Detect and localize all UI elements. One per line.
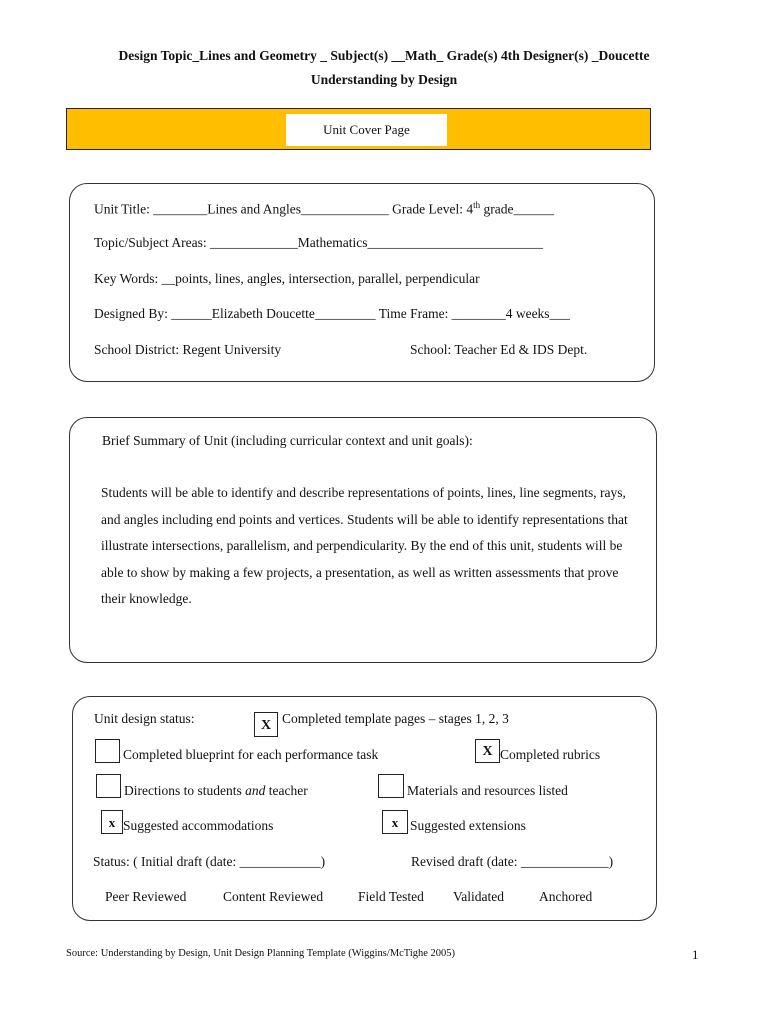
- document-header: Design Topic_Lines and Geometry _ Subject(s) __Math_ Grade(s) 4th Designer(s) _Doucette: [118, 48, 650, 63]
- peer-reviewed[interactable]: Peer Reviewed: [105, 889, 187, 904]
- school-district: School District: Regent University: [94, 342, 282, 357]
- blueprint-checkbox[interactable]: [95, 739, 120, 763]
- template-checkbox[interactable]: X: [254, 712, 278, 737]
- grade-superscript: th: [473, 200, 481, 210]
- page-number: 1: [692, 947, 699, 962]
- school-name: School: Teacher Ed & IDS Dept.: [410, 342, 588, 357]
- unit-title-text: Unit Title: ________Lines and Angles_____________ Grade Level: 4: [94, 201, 474, 217]
- revised-draft-line: Revised draft (date: _____________): [411, 854, 614, 869]
- field-tested[interactable]: Field Tested: [358, 889, 424, 904]
- directions-and: and: [245, 783, 266, 798]
- summary-box: [69, 417, 657, 663]
- rubrics-label: Completed rubrics: [500, 747, 601, 762]
- anchored[interactable]: Anchored: [539, 889, 593, 904]
- materials-checkbox[interactable]: [378, 774, 404, 798]
- banner-label: Unit Cover Page: [286, 114, 447, 146]
- directions-teacher: teacher: [265, 783, 308, 798]
- unit-info-box: [69, 183, 655, 382]
- summary-heading: Brief Summary of Unit (including curricular context and unit goals):: [102, 433, 473, 448]
- source-footer: Source: Understanding by Design, Unit Design Planning Template (Wiggins/McTighe 2005): [66, 948, 456, 959]
- status-label: Unit design status:: [94, 711, 195, 726]
- template-label: Completed template pages – stages 1, 2, 3: [282, 711, 509, 726]
- initial-draft-line: Status: ( Initial draft (date: ____________): [93, 854, 326, 869]
- designed-by-line: Designed By: ______Elizabeth Doucette_________ Time Frame: ________4 weeks___: [94, 306, 570, 321]
- directions-checkbox[interactable]: [96, 774, 121, 798]
- unit-title-line: [94, 200, 554, 218]
- rubrics-checkbox[interactable]: X: [475, 739, 500, 763]
- accommodations-label: Suggested accommodations: [123, 818, 274, 833]
- grade-level-text: grade______: [480, 201, 554, 217]
- materials-label: Materials and resources listed: [407, 783, 568, 798]
- unit-cover-banner: [66, 108, 651, 150]
- content-reviewed[interactable]: Content Reviewed: [223, 889, 324, 904]
- directions-label: [124, 783, 308, 799]
- keywords-line: Key Words: __points, lines, angles, intersection, parallel, perpendicular: [94, 271, 480, 286]
- directions-text: Directions to students: [124, 783, 246, 798]
- document-subtitle: Understanding by Design: [310, 72, 458, 87]
- topic-line: Topic/Subject Areas: _____________Mathematics__________________________: [94, 235, 544, 250]
- validated[interactable]: Validated: [453, 889, 504, 904]
- blueprint-label: Completed blueprint for each performance task: [123, 747, 379, 762]
- summary-body: Students will be able to identify and describe representations of points, lines, line segments, rays, and angles including end points and vertices. Students will be able to identify representations that illustrate intersections, parallelism, and perpendicularity. By the end of this unit, students will be able to show by making a few projects, a presentation, as well as written assessments that prove their knowledge.: [101, 485, 628, 606]
- status-box: [72, 696, 657, 921]
- accommodations-checkbox[interactable]: x: [101, 810, 123, 834]
- extensions-label: Suggested extensions: [410, 818, 526, 833]
- extensions-checkbox[interactable]: x: [382, 810, 408, 834]
